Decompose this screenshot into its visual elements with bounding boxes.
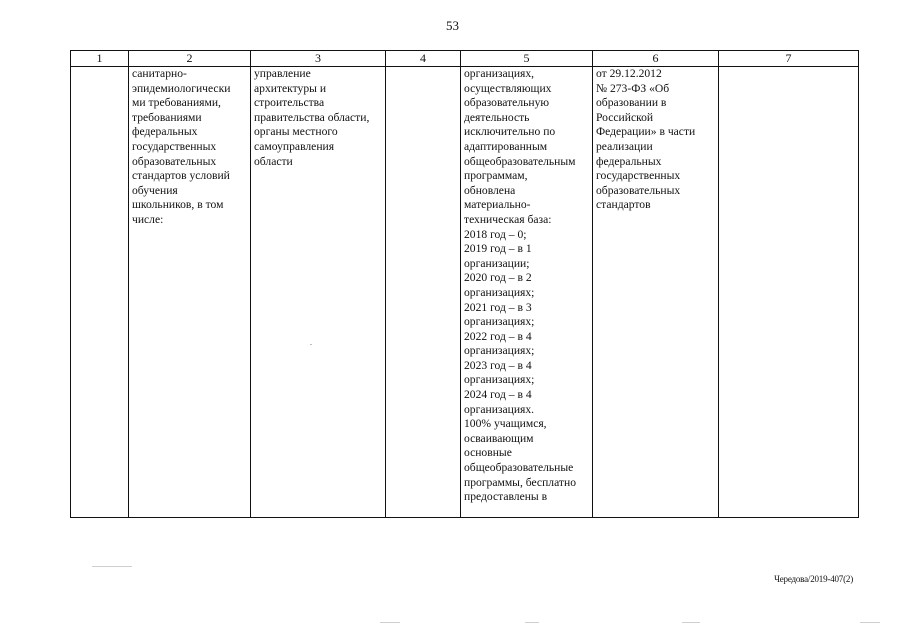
column-header-4: 4 (386, 51, 461, 67)
cell-line: стандартов (596, 198, 651, 212)
cell-line: Федерации» в части (596, 125, 696, 139)
cell-line: 2022 год – в 4 (464, 329, 532, 343)
cell-line: организациях; (464, 373, 535, 387)
cell-line: ми требованиями, (132, 96, 221, 110)
cell-line: Российской (596, 110, 654, 124)
document-table (70, 50, 859, 518)
cell-line: федеральных (132, 125, 198, 139)
cell-line: осваивающим (464, 431, 534, 445)
cell-line: школьников, в том (132, 198, 224, 212)
cell-line: организации; (464, 256, 530, 270)
cell-line: программам, (464, 169, 528, 183)
cell-line: федеральных (596, 154, 662, 168)
cell-line: организациях. (464, 402, 535, 416)
cell-line: числе: (132, 212, 164, 226)
cell-line: государственных (132, 139, 217, 153)
cell-line: 100% учащимся, (464, 417, 547, 431)
cell-line: области (254, 154, 293, 168)
cell-line: организациях; (464, 315, 535, 329)
cell-line: № 273-ФЗ «Об (596, 81, 670, 95)
cell-line: 2018 год – 0; (464, 227, 527, 241)
cell-col3 (251, 67, 386, 518)
cell-line: осуществляющих (464, 81, 552, 95)
cell-col4 (386, 67, 461, 518)
cell-line: органы местного (254, 125, 338, 139)
cell-col7 (719, 67, 859, 518)
table-header-row (71, 51, 859, 67)
cell-line: общеобразовательные (464, 461, 574, 475)
cell-line: стандартов условий (132, 169, 230, 183)
scan-artifact (92, 566, 132, 567)
scan-artifact (860, 622, 880, 623)
cell-line: 2021 год – в 3 (464, 300, 532, 314)
column-header-2: 2 (129, 51, 251, 67)
cell-line: образовании в (596, 96, 667, 110)
cell-line: 2023 год – в 4 (464, 358, 532, 372)
cell-line: обновлена (464, 183, 516, 197)
cell-col5 (461, 67, 593, 518)
cell-line: деятельность (464, 110, 530, 124)
footer-code: Чередова/2019-407(2) (774, 574, 853, 584)
cell-line: организациях; (464, 344, 535, 358)
cell-line: государственных (596, 169, 681, 183)
cell-line: общеобразовательным (464, 154, 576, 168)
scan-artifact (310, 344, 312, 345)
cell-line: материально- (464, 198, 531, 212)
cell-line: организациях; (464, 285, 535, 299)
cell-line: требованиями (132, 110, 202, 124)
cell-line: самоуправления (254, 139, 335, 153)
cell-line: 2020 год – в 2 (464, 271, 532, 285)
cell-line: образовательных (132, 154, 217, 168)
column-header-7: 7 (719, 51, 859, 67)
page-number: 53 (446, 18, 459, 33)
cell-line: обучения (132, 183, 178, 197)
column-header-6: 6 (593, 51, 719, 67)
column-header-5: 5 (461, 51, 593, 67)
scan-artifact (525, 622, 539, 623)
scan-artifact (682, 622, 700, 623)
cell-line: техническая база: (464, 212, 552, 226)
cell-col6 (593, 67, 719, 518)
cell-line: 2024 год – в 4 (464, 388, 532, 402)
cell-line: образовательных (596, 183, 681, 197)
table-row (71, 67, 859, 518)
cell-line: адаптированным (464, 139, 548, 153)
cell-line: организациях, (464, 67, 535, 80)
cell-col1 (71, 67, 129, 518)
cell-line: 2019 год – в 1 (464, 242, 532, 256)
scan-artifact (380, 622, 400, 623)
cell-line: управление (254, 67, 311, 80)
column-header-1: 1 (71, 51, 129, 67)
cell-line: правительства области, (254, 110, 370, 124)
cell-line: основные (464, 446, 512, 460)
cell-line: архитектуры и (254, 81, 327, 95)
cell-col2 (129, 67, 251, 518)
cell-line: санитарно- (132, 67, 187, 80)
cell-line: строительства (254, 96, 325, 110)
cell-line: исключительно по (464, 125, 556, 139)
cell-line: программы, бесплатно (464, 475, 576, 489)
cell-line: предоставлены в (464, 490, 548, 504)
cell-line: эпидемиологически (132, 81, 231, 95)
column-header-3: 3 (251, 51, 386, 67)
cell-line: реализации (596, 139, 653, 153)
cell-line: от 29.12.2012 (596, 67, 662, 80)
cell-line: образовательную (464, 96, 550, 110)
